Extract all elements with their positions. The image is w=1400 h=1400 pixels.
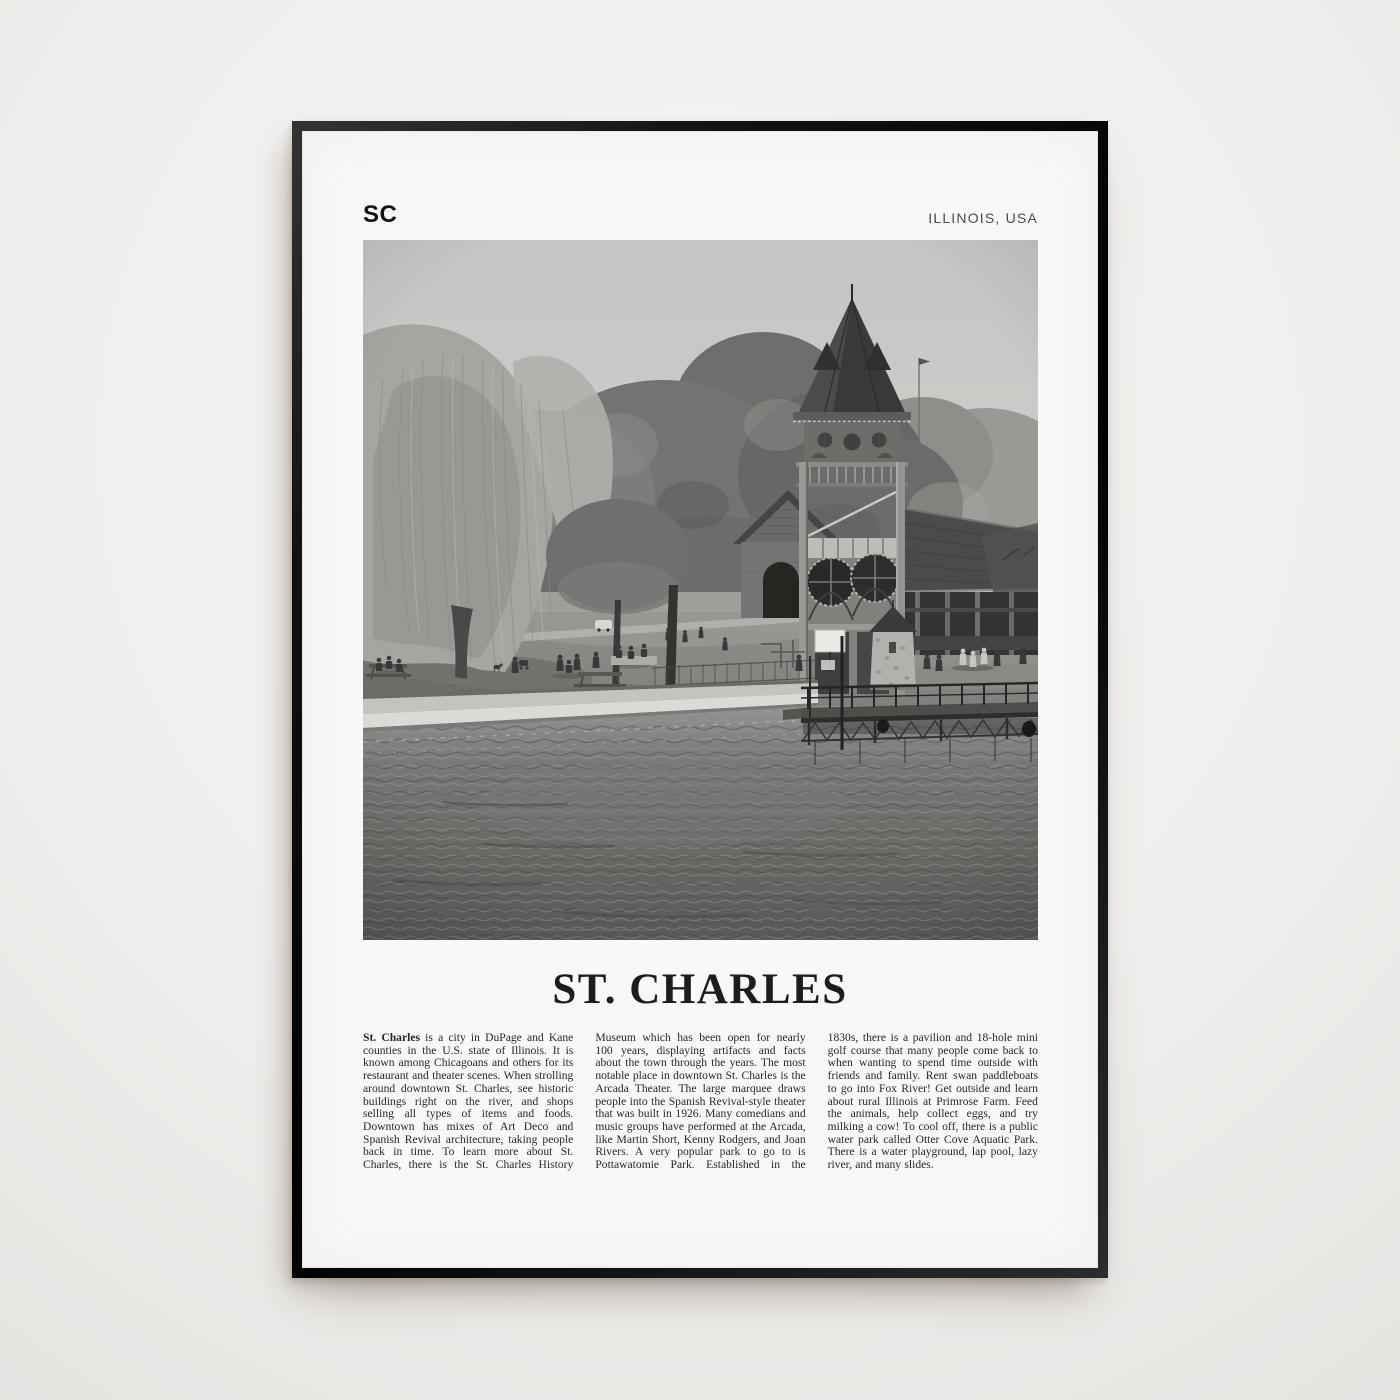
photo-vignette xyxy=(363,240,1038,940)
poster-location: ILLINOIS, USA xyxy=(928,210,1038,226)
body-lead: St. Charles xyxy=(363,1031,421,1044)
poster-title: ST. CHARLES xyxy=(552,966,848,1013)
poster-body xyxy=(363,1032,1038,1172)
poster-frame xyxy=(292,121,1108,1278)
poster-initials: SC xyxy=(363,201,398,228)
poster xyxy=(302,131,1098,1268)
poster-header xyxy=(363,203,1038,227)
body-text: is a city in DuPage and Kane counties in the U.S. state of Illinois. It is known among Chicagoans and others for its restaurant and theater scenes. When strolling around downtown St. Charles, see historic buildings right on the river, and shops selling all types of items and foods. Downtown has mixes of Art Deco and Spanish Revival architecture, taking people back in time. To learn more about St. Charles, there is the St. Charles History Museum which has been open for nearly 100 years, displaying artifacts and facts about the town through the years. The most notable place in downtown St. Charles is the Arcada Theater. The large marquee draws people into the Spanish Revival-style theater that was built in 1926. Many comedians and music groups have performed at the Arcada, like Martin Short, Kenny Rodgers, and Joan Rivers. A very popular park to go to is Pottawatomie Park. Established in the 1830s, there is a pavilion and 18-hole mini golf course that many people come back to when wanting to spend time outside with friends and family. Rent swan paddleboats to go into Fox River! Get outside and learn about rural Illinois at Primrose Farm. Feed the animals, help collect eggs, and try milking a cow! To cool off, there is a public water park called Otter Cove Aquatic Park. There is a water playground, lap pool, lazy river, and many slides. xyxy=(363,1031,1038,1172)
poster-photo xyxy=(363,240,1038,940)
park-photo-illustration xyxy=(363,240,1038,940)
